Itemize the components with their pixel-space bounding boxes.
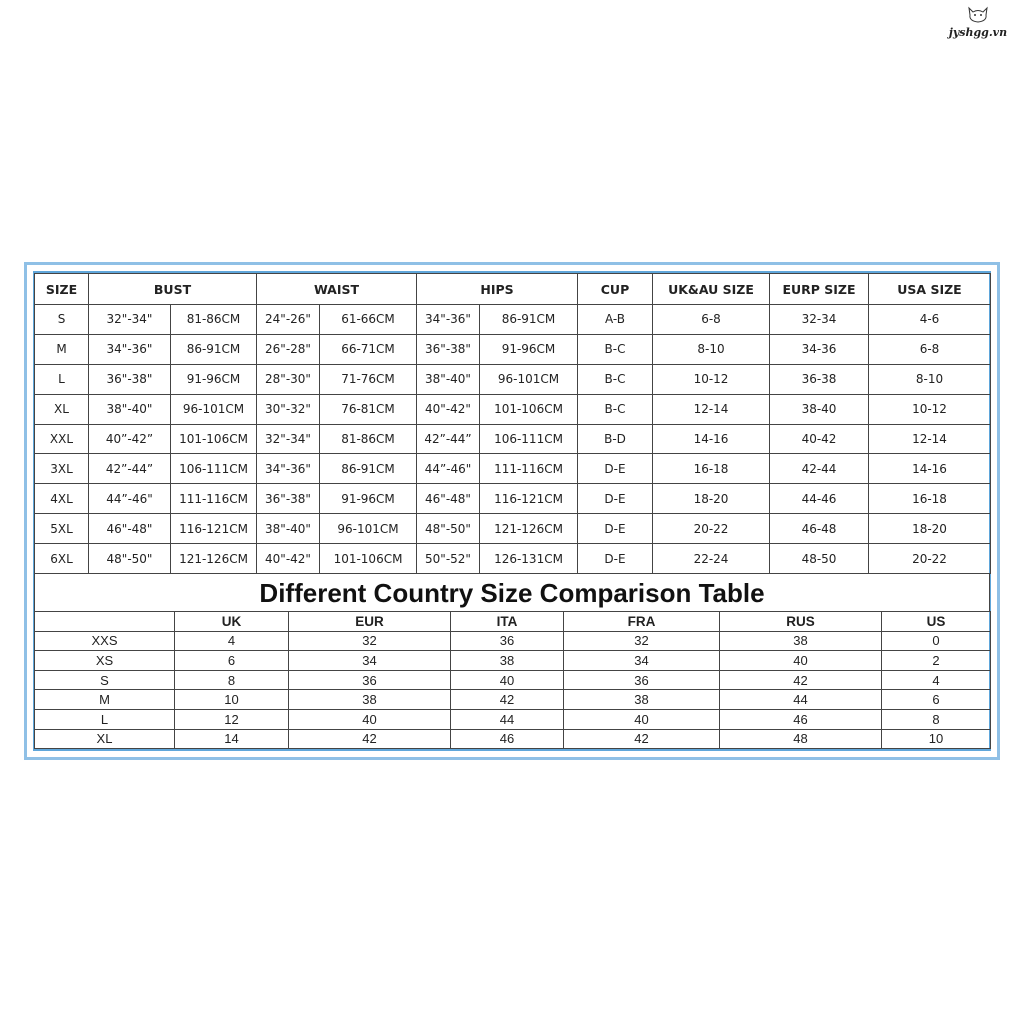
cell-cup: A-B xyxy=(578,305,653,335)
cell-bust-in: 46"-48" xyxy=(89,514,171,544)
comparison-cell: 40 xyxy=(451,670,564,690)
cell-bust-cm: 121-126CM xyxy=(171,544,257,574)
comparison-cell: 36 xyxy=(289,670,451,690)
comparison-cell: 46 xyxy=(720,709,882,729)
size-chart-row xyxy=(35,424,991,454)
comparison-cell: 36 xyxy=(564,670,720,690)
cell-eurp: 40-42 xyxy=(770,424,869,454)
cell-hips-in: 36"-38" xyxy=(417,334,480,364)
cell-hips-in: 34"-36" xyxy=(417,305,480,335)
comparison-cell: 42 xyxy=(451,690,564,710)
comparison-cell: 48 xyxy=(720,729,882,749)
cell-usa: 10-12 xyxy=(869,394,991,424)
comparison-cell: 8 xyxy=(175,670,289,690)
cell-bust-in: 44”-46" xyxy=(89,484,171,514)
comparison-row xyxy=(35,651,991,671)
cell-hips-cm: 101-106CM xyxy=(480,394,578,424)
comparison-cell: 34 xyxy=(564,651,720,671)
cell-bust-cm: 91-96CM xyxy=(171,364,257,394)
cell-bust-in: 42”-44” xyxy=(89,454,171,484)
watermark xyxy=(938,4,1018,39)
comparison-size-label: L xyxy=(35,709,175,729)
cell-waist-in: 34"-36" xyxy=(257,454,320,484)
comparison-table-title: Different Country Size Comparison Table xyxy=(34,574,990,612)
comparison-size-label: M xyxy=(35,690,175,710)
cell-eurp: 46-48 xyxy=(770,514,869,544)
cell-usa: 4-6 xyxy=(869,305,991,335)
cell-hips-cm: 86-91CM xyxy=(480,305,578,335)
cell-hips-in: 38"-40" xyxy=(417,364,480,394)
cell-hips-cm: 106-111CM xyxy=(480,424,578,454)
cell-eurp: 48-50 xyxy=(770,544,869,574)
comparison-cell: 38 xyxy=(289,690,451,710)
size-chart-row xyxy=(35,544,991,574)
header-cup: CUP xyxy=(578,274,653,305)
cell-bust-cm: 81-86CM xyxy=(171,305,257,335)
comparison-cell: 38 xyxy=(451,651,564,671)
cell-waist-cm: 76-81CM xyxy=(320,394,417,424)
comparison-cell: 38 xyxy=(564,690,720,710)
cell-usa: 14-16 xyxy=(869,454,991,484)
cell-uk-au: 22-24 xyxy=(653,544,770,574)
cell-size: 4XL xyxy=(35,484,89,514)
cell-eurp: 44-46 xyxy=(770,484,869,514)
comparison-cell: 10 xyxy=(175,690,289,710)
cell-uk-au: 16-18 xyxy=(653,454,770,484)
size-chart-row xyxy=(35,454,991,484)
size-chart-row xyxy=(35,364,991,394)
comparison-cell: 6 xyxy=(175,651,289,671)
cell-waist-cm: 101-106CM xyxy=(320,544,417,574)
cell-cup: D-E xyxy=(578,454,653,484)
cell-usa: 16-18 xyxy=(869,484,991,514)
comparison-size-label: XXS xyxy=(35,631,175,651)
comparison-size-label: S xyxy=(35,670,175,690)
cell-eurp: 42-44 xyxy=(770,454,869,484)
cell-bust-in: 34"-36" xyxy=(89,334,171,364)
cell-waist-cm: 66-71CM xyxy=(320,334,417,364)
cell-usa: 6-8 xyxy=(869,334,991,364)
cell-size: 5XL xyxy=(35,514,89,544)
cell-size: XL xyxy=(35,394,89,424)
cell-uk-au: 8-10 xyxy=(653,334,770,364)
comparison-cell: 34 xyxy=(289,651,451,671)
country-comparison-table xyxy=(34,611,991,749)
cell-waist-cm: 91-96CM xyxy=(320,484,417,514)
comparison-cell: 42 xyxy=(720,670,882,690)
cell-uk-au: 6-8 xyxy=(653,305,770,335)
comparison-header-uk: UK xyxy=(175,612,289,632)
watermark-text: jyshgg.vn xyxy=(948,26,1008,39)
cell-waist-cm: 86-91CM xyxy=(320,454,417,484)
size-chart-row xyxy=(35,514,991,544)
cell-waist-cm: 96-101CM xyxy=(320,514,417,544)
comparison-header-rus: RUS xyxy=(720,612,882,632)
cell-eurp: 32-34 xyxy=(770,305,869,335)
cell-waist-in: 36"-38" xyxy=(257,484,320,514)
cell-usa: 20-22 xyxy=(869,544,991,574)
cell-bust-in: 38"-40" xyxy=(89,394,171,424)
cell-hips-cm: 116-121CM xyxy=(480,484,578,514)
cell-cup: B-C xyxy=(578,364,653,394)
cell-cup: D-E xyxy=(578,514,653,544)
cell-waist-in: 26"-28" xyxy=(257,334,320,364)
cell-waist-in: 38"-40" xyxy=(257,514,320,544)
cell-uk-au: 10-12 xyxy=(653,364,770,394)
cell-hips-cm: 91-96CM xyxy=(480,334,578,364)
comparison-cell: 42 xyxy=(289,729,451,749)
cell-size: L xyxy=(35,364,89,394)
comparison-cell: 40 xyxy=(289,709,451,729)
size-chart-row xyxy=(35,334,991,364)
cell-cup: B-C xyxy=(578,394,653,424)
cell-eurp: 38-40 xyxy=(770,394,869,424)
cell-hips-in: 44”-46" xyxy=(417,454,480,484)
comparison-row xyxy=(35,670,991,690)
size-chart-table xyxy=(34,273,991,574)
comparison-row xyxy=(35,729,991,749)
cell-bust-cm: 86-91CM xyxy=(171,334,257,364)
comparison-cell: 40 xyxy=(720,651,882,671)
cell-cup: B-C xyxy=(578,334,653,364)
cell-hips-in: 48"-50" xyxy=(417,514,480,544)
cell-hips-in: 42”-44” xyxy=(417,424,480,454)
cell-hips-cm: 96-101CM xyxy=(480,364,578,394)
comparison-cell: 14 xyxy=(175,729,289,749)
cell-bust-in: 48"-50" xyxy=(89,544,171,574)
cell-bust-cm: 96-101CM xyxy=(171,394,257,424)
cell-eurp: 36-38 xyxy=(770,364,869,394)
cell-hips-in: 40"-42" xyxy=(417,394,480,424)
comparison-row xyxy=(35,690,991,710)
header-hips: HIPS xyxy=(417,274,578,305)
cell-hips-in: 46"-48" xyxy=(417,484,480,514)
comparison-header-fra: FRA xyxy=(564,612,720,632)
comparison-cell: 10 xyxy=(882,729,991,749)
cell-hips-cm: 121-126CM xyxy=(480,514,578,544)
cell-hips-cm: 126-131CM xyxy=(480,544,578,574)
cell-bust-in: 32"-34" xyxy=(89,305,171,335)
cell-bust-cm: 106-111CM xyxy=(171,454,257,484)
comparison-cell: 42 xyxy=(564,729,720,749)
cell-bust-cm: 111-116CM xyxy=(171,484,257,514)
cell-waist-in: 30"-32" xyxy=(257,394,320,424)
header-bust: BUST xyxy=(89,274,257,305)
cell-size: XXL xyxy=(35,424,89,454)
comparison-cell: 6 xyxy=(882,690,991,710)
cell-hips-cm: 111-116CM xyxy=(480,454,578,484)
comparison-header-row xyxy=(35,612,991,632)
cell-uk-au: 20-22 xyxy=(653,514,770,544)
cell-cup: B-D xyxy=(578,424,653,454)
cell-waist-in: 28"-30" xyxy=(257,364,320,394)
size-chart-row xyxy=(35,484,991,514)
comparison-cell: 2 xyxy=(882,651,991,671)
comparison-cell: 32 xyxy=(289,631,451,651)
comparison-header-ita: ITA xyxy=(451,612,564,632)
cell-eurp: 34-36 xyxy=(770,334,869,364)
comparison-header-eur: EUR xyxy=(289,612,451,632)
comparison-row xyxy=(35,631,991,651)
cell-waist-in: 32"-34" xyxy=(257,424,320,454)
cell-cup: D-E xyxy=(578,484,653,514)
header-waist: WAIST xyxy=(257,274,417,305)
comparison-header-blank xyxy=(35,612,175,632)
cell-usa: 12-14 xyxy=(869,424,991,454)
comparison-cell: 0 xyxy=(882,631,991,651)
cell-waist-in: 24"-26" xyxy=(257,305,320,335)
cell-uk-au: 18-20 xyxy=(653,484,770,514)
comparison-cell: 8 xyxy=(882,709,991,729)
cell-usa: 18-20 xyxy=(869,514,991,544)
comparison-cell: 12 xyxy=(175,709,289,729)
comparison-header-us: US xyxy=(882,612,991,632)
cell-bust-in: 36"-38" xyxy=(89,364,171,394)
cell-uk-au: 14-16 xyxy=(653,424,770,454)
cell-waist-cm: 61-66CM xyxy=(320,305,417,335)
cell-size: 6XL xyxy=(35,544,89,574)
cell-hips-in: 50"-52" xyxy=(417,544,480,574)
cell-bust-in: 40”-42” xyxy=(89,424,171,454)
size-chart-row xyxy=(35,305,991,335)
comparison-cell: 4 xyxy=(175,631,289,651)
header-usa-size: USA SIZE xyxy=(869,274,991,305)
comparison-cell: 38 xyxy=(720,631,882,651)
comparison-size-label: XL xyxy=(35,729,175,749)
comparison-cell: 46 xyxy=(451,729,564,749)
cell-cup: D-E xyxy=(578,544,653,574)
cell-waist-in: 40"-42" xyxy=(257,544,320,574)
cell-waist-cm: 81-86CM xyxy=(320,424,417,454)
cell-usa: 8-10 xyxy=(869,364,991,394)
cell-size: 3XL xyxy=(35,454,89,484)
comparison-row xyxy=(35,709,991,729)
comparison-cell: 40 xyxy=(564,709,720,729)
cell-size: S xyxy=(35,305,89,335)
comparison-cell: 44 xyxy=(451,709,564,729)
comparison-size-label: XS xyxy=(35,651,175,671)
header-uk-au-size: UK&AU SIZE xyxy=(653,274,770,305)
size-chart-header-row xyxy=(35,274,991,305)
header-size: SIZE xyxy=(35,274,89,305)
comparison-cell: 36 xyxy=(451,631,564,651)
comparison-cell: 32 xyxy=(564,631,720,651)
cell-bust-cm: 116-121CM xyxy=(171,514,257,544)
size-chart-row xyxy=(35,394,991,424)
comparison-cell: 44 xyxy=(720,690,882,710)
cat-logo-icon xyxy=(965,4,991,24)
cell-waist-cm: 71-76CM xyxy=(320,364,417,394)
comparison-cell: 4 xyxy=(882,670,991,690)
cell-uk-au: 12-14 xyxy=(653,394,770,424)
header-eurp-size: EURP SIZE xyxy=(770,274,869,305)
cell-bust-cm: 101-106CM xyxy=(171,424,257,454)
cell-size: M xyxy=(35,334,89,364)
